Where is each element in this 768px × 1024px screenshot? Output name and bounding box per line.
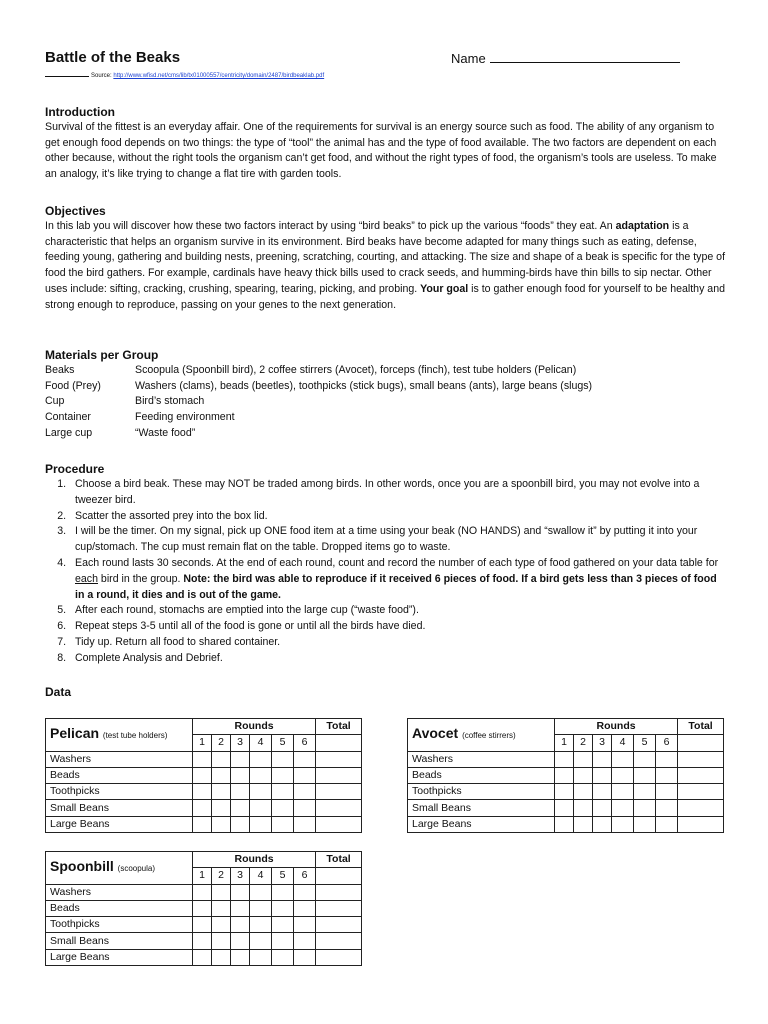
material-value: Scoopula (Spoonbill bird), 2 coffee stirrers (Avocet), forceps (finch), test tube holders (Pelican): [135, 364, 577, 376]
bird-name-cell: [408, 719, 555, 752]
count-cell[interactable]: [193, 800, 212, 816]
food-label: Toothpicks: [46, 917, 193, 933]
total-cell[interactable]: [316, 917, 362, 933]
table-header-row: [46, 852, 362, 868]
count-cell[interactable]: [555, 751, 574, 767]
count-cell[interactable]: [212, 900, 231, 916]
count-cell[interactable]: [212, 917, 231, 933]
step-4-each: each: [75, 572, 98, 585]
count-cell[interactable]: [212, 933, 231, 949]
count-cell[interactable]: [212, 800, 231, 816]
count-cell[interactable]: [294, 884, 316, 900]
count-cell[interactable]: [212, 751, 231, 767]
data-heading: Data: [45, 685, 72, 699]
count-cell[interactable]: [193, 767, 212, 783]
round-number: 5: [272, 735, 294, 751]
count-cell[interactable]: [250, 800, 272, 816]
round-number: 2: [212, 735, 231, 751]
procedure-section: [45, 461, 725, 667]
count-cell[interactable]: [574, 816, 593, 832]
round-number: 2: [574, 735, 593, 751]
beak-tool: (test tube holders): [102, 731, 168, 741]
rounds-header: Rounds: [555, 719, 678, 735]
material-value: Washers (clams), beads (beetles), toothpicks (stick bugs), small beans (ants), large beans (slugs): [135, 379, 593, 392]
count-cell[interactable]: [656, 816, 678, 832]
count-cell[interactable]: [272, 784, 294, 800]
table-row: [408, 800, 724, 816]
procedure-step-5: 5. After each round, stomachs are emptied into the large cup (“waste food”).: [69, 603, 725, 619]
materials-list: [45, 363, 725, 442]
count-cell[interactable]: [294, 816, 316, 832]
bird-name-cell: [46, 852, 193, 885]
food-label: Toothpicks: [46, 784, 193, 800]
material-label: Large cup: [45, 426, 93, 439]
total-cell[interactable]: [678, 816, 724, 832]
count-cell[interactable]: [231, 900, 250, 916]
name-field[interactable]: [451, 50, 680, 66]
count-cell[interactable]: [294, 933, 316, 949]
total-cell[interactable]: [316, 933, 362, 949]
table-row: [408, 767, 724, 783]
table-row: [408, 751, 724, 767]
beak-tool: (coffee stirrers): [462, 731, 516, 741]
procedure-step-3: 3. I will be the timer. On my signal, pick up ONE food item at a time using your beak (NO HANDS) and “swallow it” by putting it into your cup/stomach. The cup must remain flat on the table. Dropped items go to waste.: [69, 524, 725, 556]
source-link[interactable]: http://www.wfisd.net/cms/lib/tx01000557/centricity/domain/2487/birdbeaklab.pdf: [113, 73, 325, 79]
round-number: 3: [231, 735, 250, 751]
count-cell[interactable]: [250, 784, 272, 800]
count-cell[interactable]: [212, 884, 231, 900]
avocet-table: [407, 718, 724, 833]
table-row: [46, 800, 362, 816]
procedure-step-7: 7. Tidy up. Return all food to shared container.: [69, 635, 725, 651]
total-cell[interactable]: [678, 767, 724, 783]
total-cell[interactable]: [316, 751, 362, 767]
food-label: Washers: [46, 884, 193, 900]
bird-name-cell: [46, 719, 193, 752]
step-4-text-1: Each round lasts 30 seconds. At the end of each round, count and record the number of each type of food gathered on your data table for: [75, 556, 719, 569]
count-cell[interactable]: [294, 767, 316, 783]
count-cell[interactable]: [193, 884, 212, 900]
count-cell[interactable]: [634, 816, 656, 832]
materials-row: [45, 379, 725, 395]
table-row: [46, 784, 362, 800]
material-label: Food (Prey): [45, 379, 101, 392]
round-number: 1: [555, 735, 574, 751]
count-cell[interactable]: [593, 767, 612, 783]
objectives-text: [45, 219, 725, 313]
round-number: 1: [193, 868, 212, 884]
introduction-section: [45, 104, 725, 183]
page-title: Battle of the Beaks: [45, 49, 181, 66]
count-cell[interactable]: [212, 949, 231, 965]
food-label: Large Beans: [46, 816, 193, 832]
materials-row: [45, 394, 725, 410]
count-cell[interactable]: [250, 884, 272, 900]
bird-name: Avocet: [412, 725, 459, 742]
count-cell[interactable]: [231, 816, 250, 832]
count-cell[interactable]: [656, 784, 678, 800]
count-cell[interactable]: [272, 816, 294, 832]
name-label: Name: [451, 51, 486, 66]
food-label: Washers: [46, 751, 193, 767]
count-cell[interactable]: [593, 751, 612, 767]
count-cell[interactable]: [634, 767, 656, 783]
count-cell[interactable]: [250, 933, 272, 949]
material-value: Bird’s stomach: [135, 395, 205, 408]
food-label: Small Beans: [408, 800, 555, 816]
count-cell[interactable]: [193, 900, 212, 916]
count-cell[interactable]: [574, 800, 593, 816]
count-cell[interactable]: [574, 751, 593, 767]
material-label: Container: [45, 411, 91, 424]
count-cell[interactable]: [193, 751, 212, 767]
table-row: [46, 767, 362, 783]
count-cell[interactable]: [656, 767, 678, 783]
round-number: 2: [212, 868, 231, 884]
step-4-note: Note: the bird was able to reproduce if it received 6 pieces of food. If a bird gets less than 3 pieces of food in a round, it dies and is out of the game.: [75, 572, 717, 601]
adaptation-term: adaptation: [615, 220, 670, 232]
round-number: 1: [193, 735, 212, 751]
count-cell[interactable]: [272, 751, 294, 767]
material-value: Feeding environment: [135, 411, 235, 424]
count-cell[interactable]: [250, 900, 272, 916]
source-blank: [45, 76, 89, 77]
count-cell[interactable]: [250, 917, 272, 933]
count-cell[interactable]: [634, 751, 656, 767]
procedure-heading: Procedure: [45, 462, 105, 476]
count-cell[interactable]: [231, 949, 250, 965]
count-cell[interactable]: [294, 949, 316, 965]
procedure-list: [45, 477, 725, 667]
total-cell[interactable]: [678, 800, 724, 816]
count-cell[interactable]: [294, 900, 316, 916]
procedure-step-2: 2. Scatter the assorted prey into the box lid.: [69, 509, 725, 525]
count-cell[interactable]: [612, 751, 634, 767]
count-cell[interactable]: [193, 784, 212, 800]
count-cell[interactable]: [634, 800, 656, 816]
count-cell[interactable]: [656, 751, 678, 767]
objectives-text-3: is to gather enough food for yourself to be healthy and strong enough to reproduce, passing on your genes to the next generation.: [45, 282, 725, 311]
count-cell[interactable]: [612, 816, 634, 832]
source-row: [45, 73, 324, 79]
count-cell[interactable]: [231, 933, 250, 949]
table-row: [408, 784, 724, 800]
round-number: 4: [612, 735, 634, 751]
material-value: “Waste food”: [135, 426, 196, 439]
total-cell[interactable]: [316, 949, 362, 965]
source-label: Source:: [91, 73, 114, 79]
food-label: Beads: [46, 900, 193, 916]
count-cell[interactable]: [574, 784, 593, 800]
total-blank[interactable]: [678, 735, 724, 751]
introduction-heading: Introduction: [45, 105, 115, 119]
table-header-row: [408, 719, 724, 735]
total-header: Total: [316, 852, 362, 868]
count-cell[interactable]: [212, 816, 231, 832]
total-cell[interactable]: [316, 816, 362, 832]
table-row: [46, 933, 362, 949]
bird-name: Pelican: [50, 725, 100, 742]
count-cell[interactable]: [593, 800, 612, 816]
count-cell[interactable]: [272, 900, 294, 916]
rounds-header: Rounds: [193, 852, 316, 868]
count-cell[interactable]: [231, 784, 250, 800]
procedure-step-8: 8. Complete Analysis and Debrief.: [69, 651, 725, 667]
table-row: [46, 751, 362, 767]
total-cell[interactable]: [316, 767, 362, 783]
round-number: 6: [294, 868, 316, 884]
food-label: Washers: [408, 751, 555, 767]
round-number: 5: [634, 735, 656, 751]
round-number: 5: [272, 868, 294, 884]
count-cell[interactable]: [231, 917, 250, 933]
rounds-header: Rounds: [193, 719, 316, 735]
total-cell[interactable]: [316, 800, 362, 816]
food-label: Small Beans: [46, 800, 193, 816]
round-number: 3: [593, 735, 612, 751]
procedure-step-6: 6. Repeat steps 3-5 until all of the food is gone or until all the birds have died.: [69, 619, 725, 635]
table-row: [46, 949, 362, 965]
total-cell[interactable]: [316, 884, 362, 900]
count-cell[interactable]: [250, 816, 272, 832]
table-header-row: [46, 719, 362, 735]
food-label: Toothpicks: [408, 784, 555, 800]
count-cell[interactable]: [294, 751, 316, 767]
count-cell[interactable]: [612, 767, 634, 783]
food-label: Large Beans: [46, 949, 193, 965]
total-cell[interactable]: [316, 900, 362, 916]
count-cell[interactable]: [272, 800, 294, 816]
total-header: Total: [316, 719, 362, 735]
count-cell[interactable]: [231, 751, 250, 767]
objectives-heading: Objectives: [45, 204, 106, 218]
total-cell[interactable]: [678, 751, 724, 767]
total-blank[interactable]: [316, 868, 362, 884]
title-row: [45, 49, 725, 71]
bird-name: Spoonbill: [50, 858, 114, 875]
procedure-step-1: 1. Choose a bird beak. These may NOT be traded among birds. In other words, once you are a spoonbill bird, you may not evolve into a tweezer bird.: [69, 477, 725, 509]
materials-row: [45, 426, 725, 442]
procedure-step-4: [69, 556, 725, 603]
introduction-text: Survival of the fittest is an everyday affair. One of the requirements for survival is an energy source such as food. The ability of any organism to get enough food depends on two things: the type of “tool” the animal has and the type of food available. The two factors are dependent on each other because, without the right tools the organism can’t get food, and without the right types of food, the organism’s tools are useless. To make an analogy, it’s like trying to change a flat tire with garden tools.: [45, 121, 717, 181]
total-cell[interactable]: [316, 784, 362, 800]
count-cell[interactable]: [272, 933, 294, 949]
count-cell[interactable]: [272, 917, 294, 933]
count-cell[interactable]: [593, 784, 612, 800]
count-cell[interactable]: [272, 949, 294, 965]
materials-row: [45, 410, 725, 426]
table-row: [46, 917, 362, 933]
food-label: Beads: [408, 767, 555, 783]
count-cell[interactable]: [250, 751, 272, 767]
count-cell[interactable]: [231, 767, 250, 783]
round-number: 6: [656, 735, 678, 751]
count-cell[interactable]: [272, 767, 294, 783]
total-cell[interactable]: [678, 784, 724, 800]
count-cell[interactable]: [193, 933, 212, 949]
table-row: [46, 900, 362, 916]
step-4-text-2: bird in the group.: [97, 572, 184, 585]
count-cell[interactable]: [612, 800, 634, 816]
count-cell[interactable]: [231, 884, 250, 900]
round-number: 3: [231, 868, 250, 884]
food-label: Beads: [46, 767, 193, 783]
count-cell[interactable]: [250, 767, 272, 783]
count-cell[interactable]: [634, 784, 656, 800]
count-cell[interactable]: [193, 949, 212, 965]
total-blank[interactable]: [316, 735, 362, 751]
name-line[interactable]: [490, 50, 680, 63]
count-cell[interactable]: [555, 767, 574, 783]
objectives-section: [45, 203, 725, 313]
count-cell[interactable]: [555, 784, 574, 800]
count-cell[interactable]: [612, 784, 634, 800]
spoonbill-table: [45, 851, 362, 966]
count-cell[interactable]: [574, 767, 593, 783]
table-row: [46, 816, 362, 832]
count-cell[interactable]: [193, 917, 212, 933]
round-number: 6: [294, 735, 316, 751]
materials-row: [45, 363, 725, 379]
count-cell[interactable]: [294, 917, 316, 933]
count-cell[interactable]: [555, 816, 574, 832]
food-label: Small Beans: [46, 933, 193, 949]
food-label: Large Beans: [408, 816, 555, 832]
round-number: 4: [250, 735, 272, 751]
beak-tool: (scoopula): [117, 864, 156, 874]
round-number: 4: [250, 868, 272, 884]
count-cell[interactable]: [294, 800, 316, 816]
materials-section: [45, 347, 725, 442]
count-cell[interactable]: [555, 800, 574, 816]
count-cell[interactable]: [231, 800, 250, 816]
table-row: [46, 884, 362, 900]
material-label: Cup: [45, 395, 65, 408]
count-cell[interactable]: [212, 767, 231, 783]
pelican-table: [45, 718, 362, 833]
count-cell[interactable]: [593, 816, 612, 832]
material-label: Beaks: [45, 364, 75, 376]
count-cell[interactable]: [294, 784, 316, 800]
count-cell[interactable]: [250, 949, 272, 965]
goal-term: Your goal: [420, 282, 469, 295]
objectives-text-2: is a characteristic that helps an organism survive in its environment. Bird beaks have become adapted for many things such as eating, defense, feeding young, gathering and building nests, preening, scratching, courting, and attacking. The size and shape of a beak is specific for the type of food the bird gathers. For example, cardinals have heavy thick bills used to crack seeds, and humming-birds have thin bills to sip nectar. Other uses include: sifting, cracking, crushing, spearing, tearing, picking, and probing.: [45, 220, 726, 295]
objectives-text-1: In this lab you will discover how these two factors interact by using “bird beaks” to pick up the various “foods” they eat. An: [45, 220, 616, 232]
total-header: Total: [678, 719, 724, 735]
materials-heading: Materials per Group: [45, 348, 159, 362]
count-cell[interactable]: [272, 884, 294, 900]
count-cell[interactable]: [193, 816, 212, 832]
count-cell[interactable]: [656, 800, 678, 816]
table-row: [408, 816, 724, 832]
count-cell[interactable]: [212, 784, 231, 800]
